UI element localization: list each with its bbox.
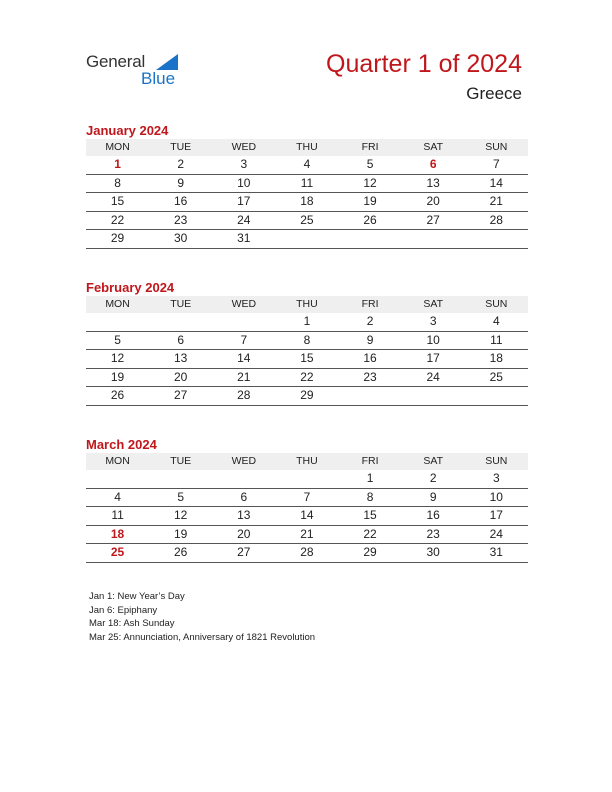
day-cell: 18 [489,351,503,365]
day-cell: 12 [110,351,125,365]
weekday-label: FRI [361,141,379,153]
weekday-label: FRI [361,298,379,310]
day-cell: 2 [429,471,437,485]
weekday-label: WED [231,455,257,467]
day-cell: 27 [426,212,440,227]
day-cell: 6 [177,332,185,347]
day-cell: 23 [363,369,377,384]
day-cell: 9 [429,489,437,504]
day-cell: 18 [300,194,314,208]
day-cell [465,387,528,405]
day-cell: 21 [237,369,251,384]
day-cell: 20 [174,369,188,384]
day-cell: 20 [426,194,440,208]
day-cell: 5 [177,489,185,504]
day-cell: 6 [240,489,248,504]
day-cell: 31 [237,231,251,245]
weekday-label: SAT [423,141,444,153]
day-cell [339,230,402,248]
day-cell: 16 [363,351,377,365]
day-cell: 4 [114,489,121,504]
day-cell: 2 [177,157,185,171]
weekday-label: SAT [423,455,444,467]
day-cell: 11 [300,175,314,190]
day-cell [149,470,212,488]
holiday-note: Mar 18: Ash Sunday [89,618,175,629]
day-cell: 16 [174,194,188,208]
month-grid [86,453,528,563]
weekday-label: THU [296,141,318,153]
weekday-label: FRI [361,455,379,467]
day-cell: 14 [300,508,314,522]
day-cell: 29 [110,231,125,245]
weekday-label: THU [296,298,318,310]
month-calendar [86,436,528,563]
day-cell: 29 [300,388,314,402]
day-cell: 14 [489,175,503,190]
weekday-label: SUN [485,455,508,467]
day-cell: 16 [426,508,440,522]
day-cell [275,470,338,488]
day-cell: 22 [110,212,125,227]
week-row [86,313,528,332]
day-cell: 1 [366,471,374,485]
day-cell: 8 [303,332,311,347]
week-row [86,230,528,249]
day-cell: 12 [363,175,377,190]
day-cell: 8 [114,175,121,190]
day-cell: 11 [490,332,503,347]
holiday-day-cell: 25 [110,545,125,559]
day-cell: 10 [237,175,251,190]
weekday-label: TUE [170,455,192,467]
weekday-label: WED [231,298,257,310]
month-grid [86,296,528,406]
day-cell: 28 [489,212,503,227]
weekday-label: SAT [423,298,444,310]
day-cell: 15 [363,508,377,522]
day-cell: 13 [237,508,251,522]
day-cell: 28 [237,388,251,402]
day-cell: 13 [426,175,440,190]
day-cell [86,470,149,488]
day-cell: 26 [363,212,377,227]
week-row [86,470,528,489]
day-cell: 7 [492,157,500,171]
month-calendar [86,279,528,406]
week-row [86,489,528,508]
weekday-label: WED [231,141,257,153]
day-cell: 11 [111,508,124,522]
day-cell: 19 [363,194,377,208]
day-cell [402,387,465,405]
day-cell: 12 [174,508,188,522]
day-cell [465,230,528,248]
day-cell: 4 [303,157,311,171]
day-cell: 15 [110,194,125,208]
day-cell: 29 [363,545,377,559]
holiday-notes [89,590,315,644]
day-cell: 15 [300,351,314,365]
week-row [86,193,528,212]
day-cell: 27 [174,388,188,402]
holiday-note: Jan 1: New Year’s Day [89,591,185,602]
weekday-label: MON [105,141,130,153]
day-cell: 2 [366,314,374,328]
day-cell: 19 [110,369,125,384]
day-cell: 17 [489,508,503,522]
weekday-label: MON [105,298,130,310]
week-row [86,526,528,545]
day-cell: 17 [237,194,251,208]
day-cell: 3 [429,314,437,328]
day-cell: 21 [489,194,503,208]
weekday-header [86,296,528,313]
day-cell [339,387,402,405]
day-cell: 10 [489,489,503,504]
day-cell: 5 [366,157,374,171]
holiday-note: Jan 6: Epiphany [89,604,158,616]
day-cell: 7 [240,332,248,347]
day-cell: 5 [114,332,121,347]
day-cell [86,313,149,331]
day-cell: 8 [366,489,374,504]
week-row [86,350,528,369]
weekday-label: THU [296,455,318,467]
day-cell: 26 [110,388,125,402]
holiday-note: Mar 25: Annunciation, Anniversary of 1821 Revolution [89,631,316,643]
holiday-day-cell: 1 [114,157,121,171]
week-row [86,175,528,194]
month-title: February 2024 [86,280,175,295]
day-cell: 20 [237,526,251,541]
day-cell: 17 [426,351,440,365]
page-title: Quarter 1 of 2024 [326,50,522,78]
brand-triangle-icon [156,54,178,70]
day-cell [275,230,338,248]
country-name: Greece [466,84,522,103]
week-row [86,369,528,388]
day-cell: 22 [300,369,314,384]
month-title: January 2024 [86,123,169,138]
day-cell: 21 [300,526,314,541]
weekday-header [86,453,528,470]
holiday-day-cell: 6 [429,157,437,171]
day-cell: 24 [426,369,440,384]
holiday-day-cell: 18 [110,526,125,541]
day-cell: 22 [363,526,377,541]
day-cell: 25 [300,212,314,227]
brand-word-general: General [86,52,146,71]
day-cell: 24 [489,526,503,541]
week-row [86,507,528,526]
day-cell: 3 [240,157,248,171]
day-cell: 27 [237,545,251,559]
day-cell: 10 [426,332,440,347]
weekday-label: TUE [170,141,192,153]
brand-logo [86,52,196,92]
weekday-header [86,139,528,156]
day-cell: 13 [174,351,188,365]
week-row [86,212,528,231]
day-cell: 4 [492,314,500,328]
day-cell: 28 [300,545,314,559]
weekday-label: SUN [485,141,508,153]
day-cell: 24 [237,212,251,227]
day-cell: 14 [237,351,251,365]
day-cell: 1 [303,314,311,328]
day-cell: 9 [177,175,185,190]
day-cell: 3 [492,471,500,485]
day-cell [212,470,275,488]
weekday-label: SUN [485,298,508,310]
day-cell: 26 [174,545,188,559]
month-calendar [86,122,528,249]
day-cell: 23 [426,526,440,541]
day-cell [402,230,465,248]
day-cell: 7 [303,489,311,504]
week-row [86,332,528,351]
day-cell: 9 [366,332,374,347]
week-row [86,156,528,175]
day-cell: 25 [489,369,503,384]
day-cell: 23 [174,212,188,227]
day-cell [212,313,275,331]
day-cell: 19 [174,526,188,541]
day-cell [149,313,212,331]
week-row [86,544,528,563]
weekday-label: TUE [170,298,192,310]
week-row [86,387,528,406]
day-cell: 30 [426,545,440,559]
month-grid [86,139,528,249]
weekday-label: MON [105,455,130,467]
day-cell: 30 [174,231,188,245]
month-title: March 2024 [86,437,157,452]
day-cell: 31 [489,545,503,559]
brand-word-blue: Blue [141,69,176,88]
